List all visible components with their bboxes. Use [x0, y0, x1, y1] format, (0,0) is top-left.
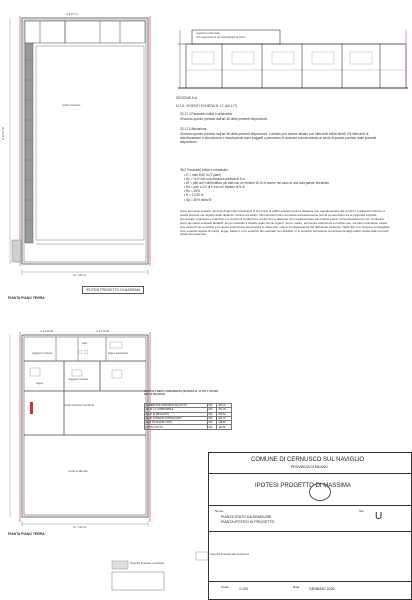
table-cell: S.L.P. IN PROGETTO	[145, 412, 208, 416]
plan-top-dim-side: m 20.97 ml	[2, 127, 5, 140]
norms-p3-title: 36.2 Parametri edilizi e urbanistici	[180, 168, 228, 172]
table-cell: SUPERFICIE FONDIARIA SELLOTTO	[145, 404, 208, 408]
footnote-a: Superfici destinate a porticato	[130, 562, 165, 565]
plan-bottom-dim-bottom: mt. 7,60 ml	[73, 526, 86, 529]
plan-top-room-label: cortile esclusivo	[62, 104, 81, 107]
norms-p2: Secondo quanto previsto dall'art.36 delle presenti disposizioni. L'ambito può essere attuato con interventi edilizi diretti. Gli interventi di ristrutturazione e demolizione e ricostruzione sono soggetti a permesso di costruire convenzionato ai sensi di quanto previsto dalle presenti disposizioni.	[180, 132, 378, 145]
tb-tav-label: Tav.	[359, 509, 365, 513]
footnote-b: Superfici destinate alla pertinenza	[210, 553, 249, 556]
tb-line2: PIANTA IPOTESI DI PROGETTO	[221, 520, 275, 524]
plan-bottom-room: soggiorno cottura	[32, 352, 53, 355]
norms-p1: Secondo quanto previsto dall'art.36 delle presenti disposizioni.	[180, 117, 268, 121]
table-cell: S.L.P. COPERTA CONTEGGIATA	[145, 416, 208, 420]
plan-top-dim-bottom: mt. 7,60 ml	[73, 274, 86, 277]
table-cell: 161,70	[217, 416, 232, 420]
norm-item: • Rc = 35%	[184, 189, 200, 194]
norm-item: • Sp = 30% della Sf	[184, 197, 212, 202]
plan-top-dim-top: m 5.37 ml	[66, 13, 78, 16]
table-cell: MQ	[207, 408, 217, 412]
norms-heading: N.T.A. VIGENTI SCHEDA N. 17 (A3.17*)	[176, 104, 238, 108]
tb-provincia: PROVINCIA DI MILANO	[291, 465, 328, 469]
plan-top-title: PIANTA PIANO TERRA	[8, 296, 45, 300]
plan-bottom-room: cortile di altra dia	[68, 470, 88, 473]
tb-scale: 1:100	[239, 587, 248, 591]
norms-p2-title: 32.17.5 Attuazione	[180, 127, 207, 131]
table-cell: MQ	[207, 421, 217, 425]
tb-oggetto-label: Nome:	[215, 509, 224, 513]
table-cell: SF (S.L.P.) AMMISSIBILE	[145, 408, 208, 412]
section-header-2: non superamento per sopralluoghi di primo	[196, 36, 246, 39]
stamp-circle	[309, 483, 331, 501]
table-cell: 462,00	[217, 404, 232, 408]
table-cell: MQ	[207, 425, 217, 429]
table-cell: MQ	[207, 412, 217, 416]
plan-bottom-title: PIANTA PIANO TERRA	[8, 532, 45, 536]
verification-table	[144, 403, 232, 430]
plan-bottom-room: bagno	[36, 382, 44, 385]
tb-scale-label: Scala	[221, 585, 229, 589]
norm-item: • Df = pari ad H dell'edificio più alto con un minimo di 10 m anche nel caso di una sola parete finestrata	[184, 181, 329, 186]
norms-p3-body: Sono ammessi sopralzi nel limiti degli indici urbanistici di cui sopra di edifici esistenti posti a distanza non regolamentare dai confini o a distanza inferiore a quella prevista nel rispetto delle distanze minime tra edifici. Tali interventi sono ammessi esclusivamente previa convenzione tra le proprietà frontiste interessate, registrata e trascritta. Le recinzioni di altezza e costruzioni a distanza non regolamentare dal confine previo convenzionamento tra i confinanti. Sono ammessi sottotetti abitabili, fermo restando il rispetto delle norme vigenti. Sono, inoltre, ammesse costruzioni a confine ove, sul lotto confinante, esista una costruzione a confine e la nuova costruzione sia prevista in aderenza, sola in corrispondenza del fabbricato esistente. Nelle Sfp non vengono conteggiate: a) le superfici aperte di portici, logge, balconi; b) le superfici dei sottotetti non abitabili; c) le superfici accessorie di pertinenza degli edifici residenziali nei limiti fissati dai parametri.	[180, 209, 391, 237]
plan-bottom-dim-b: m 14.70 ML	[96, 330, 110, 333]
norm-item: • Dc = ½ H con una distanza minima di 5 m	[184, 177, 246, 182]
tb-tav: U	[375, 511, 383, 522]
table-cell: 160,00	[217, 425, 232, 429]
tb-date-label: Data	[293, 585, 300, 589]
table-cell: LOTTO SOTTO	[145, 425, 208, 429]
norms-p1-title: 32.17.4 Parametri edilizi e urbanistici	[180, 112, 233, 116]
plan-top-caption: IPOTESI PROGETTO DI MASSIMA	[82, 286, 144, 294]
table-cell: SUP. FILTRANTE (30%)	[145, 421, 208, 425]
plan-bottom-room: soggiorno cottura	[68, 378, 89, 381]
section-title: SEZIONE A-A	[176, 96, 198, 100]
plan-bottom-room: cortile esclusivo mq 96,40	[64, 404, 94, 407]
norm-item: • H = 12,50 m	[184, 193, 204, 198]
tb-comune: COMUNE DI CERNUSCO SUL NAVIGLIO	[251, 457, 365, 463]
plan-bottom-dim-a: m 14.40 ML	[40, 330, 54, 333]
norm-item: • H = max 8,60 m (2 piani)	[184, 173, 221, 177]
norm-item: • Ds = pari a 1/2 di H con un minimo di 5 m	[184, 185, 245, 190]
title-block	[208, 452, 412, 600]
tb-progetto: IPOTESI PROGETTO DI MASSIMA	[255, 483, 351, 489]
table-row	[145, 425, 232, 429]
tb-line1: PIANTA STATO DA DEMOLIRE	[221, 515, 272, 519]
table-title: VERIFICA INDICI URBANISTICI (SCHEDA N. 17 P.G.T. PIANO DELLE REGOLE)	[144, 390, 218, 397]
table-cell: 229,60	[217, 412, 232, 416]
plan-bottom-room: bagno lavanderia	[108, 352, 128, 355]
table-cell: 231,00	[217, 408, 232, 412]
section-header-1: superfici residenziali	[196, 32, 220, 35]
table-cell: MQ	[207, 404, 217, 408]
tb-date: GENNAIO 2026	[309, 587, 335, 591]
norms-p3-list	[184, 173, 390, 202]
plan-top-outline	[22, 18, 148, 264]
table-cell: MQ	[207, 416, 217, 420]
table-cell: 138,60	[217, 421, 232, 425]
plan-bottom-room: sala	[82, 342, 87, 345]
